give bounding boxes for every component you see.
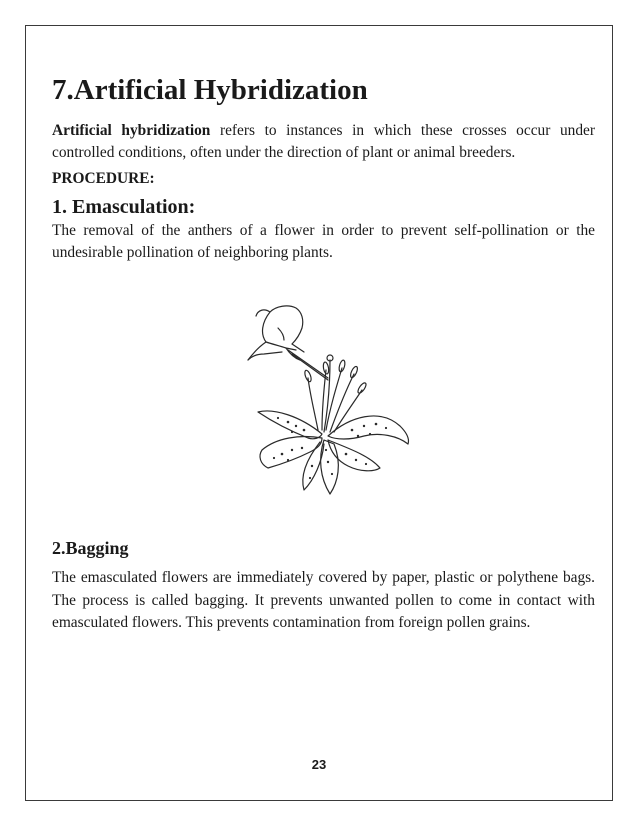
procedure-label: PROCEDURE:	[52, 170, 155, 187]
intro-text: refers to instances in which these crosses occur under controlled conditions, often under the direction of plant or animal breeders.	[52, 122, 595, 161]
bagging-paragraph: The emasculated flowers are immediately covered by paper, plastic or polythene bags. The process is called bagging. It prevents unwanted pollen to come in contact with emasculated flowers. This prevents contamination from foreign pollen grains.	[52, 569, 595, 631]
intro-lead-term: Artificial hybridization	[52, 122, 211, 139]
emasculation-illustration-icon	[230, 298, 412, 498]
page-title: 7.Artificial Hybridization	[52, 74, 368, 106]
emasculation-paragraph: The removal of the anthers of a flower in order to prevent self-pollination or the undesirable pollination of neighboring plants.	[52, 222, 595, 261]
emasculation-figure	[230, 298, 412, 498]
bagging-heading: 2.Bagging	[52, 538, 129, 558]
page-number: 23	[311, 757, 327, 772]
intro-paragraph	[52, 120, 595, 164]
emasculation-heading: 1. Emasculation:	[52, 196, 196, 218]
